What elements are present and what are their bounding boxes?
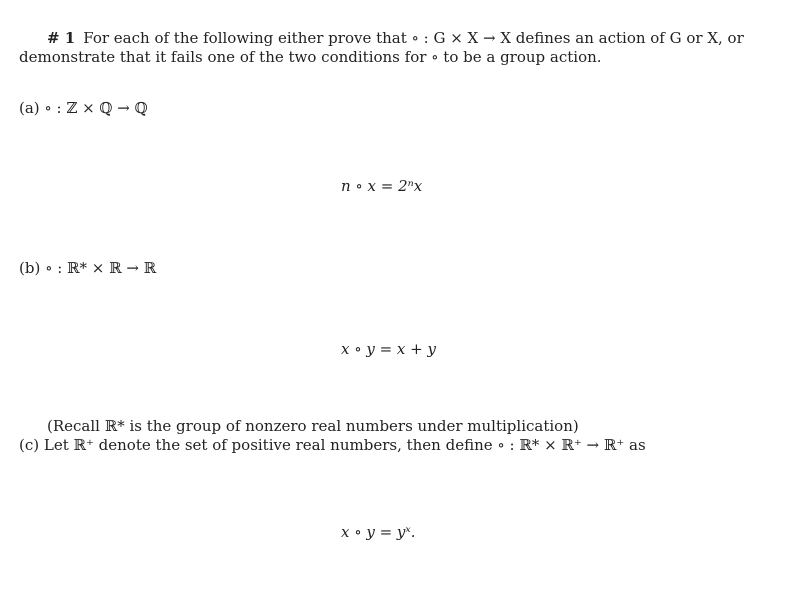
- problem-number: # 1: [47, 29, 76, 47]
- problem-intro-line-2: demonstrate that it fails one of the two conditions for ∘ to be a group action.: [19, 48, 602, 66]
- part-a-formula: n ∘ x = 2ⁿx: [341, 177, 423, 195]
- part-c-label: (c) Let ℝ⁺ denote the set of positive real numbers, then define ∘ : ℝ* × ℝ⁺ → ℝ⁺ as: [19, 436, 646, 454]
- part-a-label: (a) ∘ : ℤ × ℚ → ℚ: [19, 99, 148, 117]
- problem-intro-text-1: For each of the following either prove that ∘ : G × X → X defines an action of G or X, or: [83, 29, 744, 47]
- part-b-formula: x ∘ y = x + y: [341, 340, 436, 358]
- part-b-note: (Recall ℝ* is the group of nonzero real numbers under multiplication): [47, 417, 579, 435]
- part-b-label: (b) ∘ : ℝ* × ℝ → ℝ: [19, 259, 157, 277]
- part-c-formula: x ∘ y = yˣ.: [341, 523, 416, 541]
- problem-intro-line-1: [47, 29, 744, 48]
